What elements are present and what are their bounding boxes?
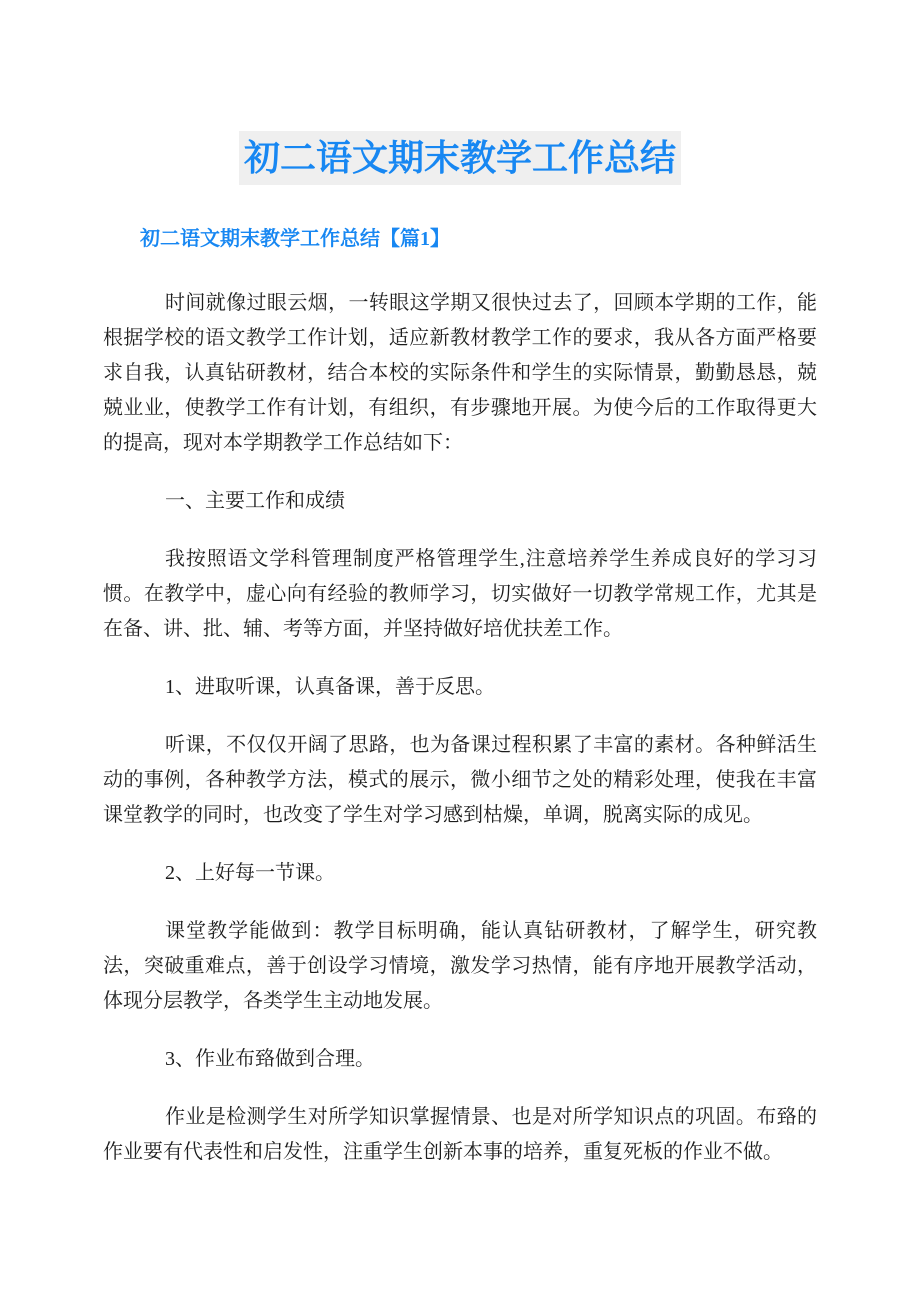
section-heading-pian1: 初二语文期末教学工作总结【篇1】 — [140, 228, 450, 251]
paragraph-listening-detail: 听课，不仅仅开阔了思路，也为备课过程积累了丰富的素材。各种鲜活生动的事例，各种教学方法，模式的展示，微小细节之处的精彩处理，使我在丰富课堂教学的同时，也改变了学生对学习感到枯燥，单调，脱离实际的成见。 — [103, 734, 817, 827]
document-title-row — [103, 131, 817, 185]
document-title: 初二语文期末教学工作总结 — [239, 131, 681, 185]
numbered-item-1-listening: 1、进取听课，认真备课，善于反思。 — [165, 676, 495, 699]
paragraph-intro: 时间就像过眼云烟，一转眼这学期又很快过去了，回顾本学期的工作，能根据学校的语文教学工作计划，适应新教材教学工作的要求，我从各方面严格要求自我，认真钻研教材，结合本校的实际条件和学生的实际情景，勤勤恳恳，兢兢业业，使教学工作有计划，有组织，有步骤地开展。为使今后的工作取得更大的提高，现对本学期教学工作总结如下： — [103, 292, 817, 455]
numbered-item-2-lessons: 2、上好每一节课。 — [165, 862, 335, 885]
paragraph-management: 我按照语文学科管理制度严格管理学生,注意培养学生养成良好的学习习惯。在教学中，虚心向有经验的教师学习，切实做好一切教学常规工作，尤其是在备、讲、批、辅、考等方面，并坚持做好培优扶差工作。 — [103, 548, 817, 641]
paragraph-homework-detail: 作业是检测学生对所学知识掌握情景、也是对所学知识点的巩固。布臵的作业要有代表性和启发性，注重学生创新本事的培养，重复死板的作业不做。 — [103, 1106, 817, 1164]
heading-main-work-achievements: 一、主要工作和成绩 — [165, 490, 345, 513]
numbered-item-3-homework: 3、作业布臵做到合理。 — [165, 1048, 375, 1071]
paragraph-lessons-detail: 课堂教学能做到：教学目标明确，能认真钻研教材，了解学生，研究教法，突破重难点，善于创设学习情境，激发学习热情，能有序地开展教学活动，体现分层教学，各类学生主动地发展。 — [103, 920, 817, 1013]
